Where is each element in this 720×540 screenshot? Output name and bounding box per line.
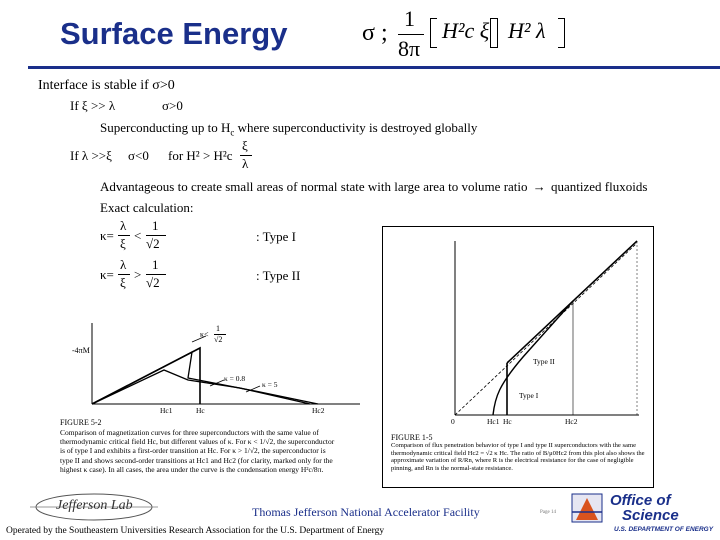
flux-plot [383,227,653,427]
title-rule [28,66,720,69]
frac-lambda: λ [242,156,249,171]
line-exact-calc: Exact calculation: [100,200,194,215]
right-caption: Comparison of flux penetration behavior of type I and type II superconductors with the same thermodynamic critical field Hc2 = √2 κ Hc. The ratio of B/μ0Hc2 from this plot also shows the approximate variation of R/Rn, where R is the electrical resistance for the case of negligible pinning, and Rn is the normal-state resistance. [391,442,645,472]
doe-text: U.S. DEPARTMENT OF ENERGY [614,526,714,533]
frac-xi: ξ [242,138,248,153]
operated-by-text: Operated by the Southeastern Universities Research Association for the U.S. Department of Energy [6,526,385,536]
left-kappa-annot-num: 1 [216,324,220,333]
office-of-line1: Office of [610,492,671,509]
kappa1-lhs: κ= [100,228,114,243]
line-superconducting-sub: c [230,127,235,138]
kappa1-rden: √2 [146,236,160,251]
left-k5-label: κ = 5 [262,380,278,389]
line-sigma-positive: σ>0 [162,98,183,113]
line-superconducting [100,120,477,138]
arrow-icon: → [532,179,546,194]
left-tick-hc: Hc [196,406,205,415]
line-superconducting-b: where superconductivity is destroyed globally [234,120,478,135]
figure-magnetization [60,318,370,490]
jefferson-lab-logo [14,492,174,522]
left-kappa-annot [200,324,240,348]
jefferson-lab-logo-text: Jefferson Lab [56,498,133,513]
left-kappa-annot-den: √2 [214,335,223,344]
left-caption-head: FIGURE 5-2 [60,418,102,427]
kappa-type2-formula [100,255,180,295]
kappa2-rnum: 1 [152,257,159,272]
formula-bracket-mid [490,18,498,48]
formula-eight-pi: 8π [398,36,421,61]
formula-hc-term: H²c ξ [442,18,490,43]
formula-bracket-right [558,18,565,48]
line-for-h: for H² > H²c [168,148,233,163]
line-if-lambda [70,138,260,182]
kappa1-rnum: 1 [152,218,159,233]
line-advantageous-b: quantized fluxoids [547,179,648,194]
left-kappa-annot-lhs: κ< [200,330,209,339]
kappa1-num: λ [120,218,127,233]
line-sigma-negative: σ<0 [128,148,149,163]
formula-bracket-left [430,18,437,48]
kappa2-den: ξ [120,275,126,290]
left-y-axis-label: -4πM [72,346,90,355]
line-advantageous-a: Advantageous to create small areas of normal state with large area to volume ratio [100,179,528,194]
right-label-type1: Type I [519,391,539,400]
kappa2-op: > [134,267,142,282]
left-tick-hc1: Hc1 [160,406,173,415]
kappa2-lhs: κ= [100,267,114,282]
slide-title: Surface Energy [60,16,288,51]
line-if-lambda-a: If λ >>ξ [70,148,112,163]
header-formula [362,6,582,62]
formula-one: 1 [404,6,415,31]
right-caption-head: FIGURE 1-5 [391,433,433,442]
right-tick-zero: 0 [451,417,455,426]
kappa1-op: < [134,228,142,243]
doe-emblem-icon [570,492,606,524]
formula-h-term: H² λ [508,18,546,43]
left-tick-hc2: Hc2 [312,406,325,415]
line-advantageous [100,179,647,195]
right-tick-hc1: Hc1 [487,417,500,426]
kappa2-rden: √2 [146,275,160,290]
line-if-xi: If ξ >> λ [70,98,116,113]
formula-fraction-bar [398,34,424,35]
right-label-type2: Type II [533,357,555,366]
type2-label: : Type II [256,268,301,283]
figure-flux-penetration [382,226,654,488]
footer-center-text: Thomas Jefferson National Accelerator Facility [252,505,480,519]
formula-sigma: σ ; [362,20,388,46]
left-caption: Comparison of magnetization curves for three superconductors with the same value of thermodynamic critical field Hc, but different values of κ. For κ < 1/√2, the superconductor is of type I and exhibits a first-order transition at Hc. For κ > 1/√2, the superconductor is type II and shows second-order transitions at Hc1 and Hc2 (for clarity, marked only for the highest κ case). In all cases, the area under the curve is the condensation energy H²c/8π. [60,428,335,474]
page-number: Page 14 [540,510,556,515]
right-tick-hc: Hc [503,417,512,426]
kappa-type1-formula [100,216,180,256]
right-tick-hc2: Hc2 [565,417,578,426]
left-k08-label: κ = 0.8 [224,374,246,383]
kappa2-num: λ [120,257,127,272]
line-interface-stable: Interface is stable if σ>0 [38,78,175,93]
kappa1-den: ξ [120,236,126,251]
line-superconducting-a: Superconducting up to H [100,120,231,135]
type1-label: : Type I [256,229,297,244]
office-of-science-logo [570,492,714,536]
office-of-line2: Science [622,507,679,524]
